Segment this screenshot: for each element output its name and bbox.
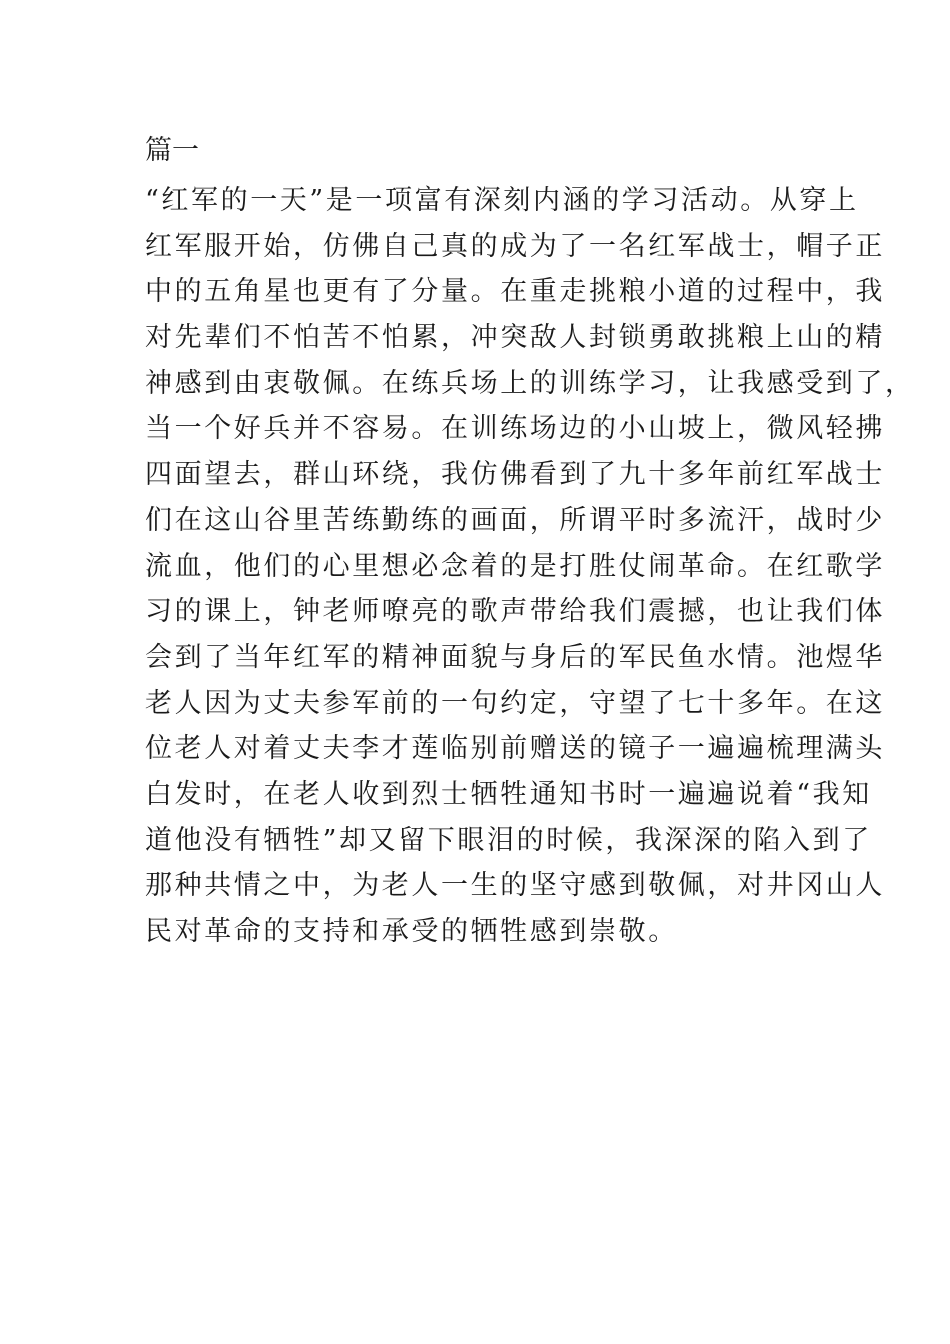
paragraph-line: 神感到由衷敬佩。在练兵场上的训练学习，让我感受到了， xyxy=(145,367,915,399)
paragraph-line: 白发时，在老人收到烈士牺牲通知书时一遍遍说着“我知 xyxy=(145,778,872,810)
body-paragraph xyxy=(145,178,915,955)
paragraph-line: 红军服开始，仿佛自己真的成为了一名红军战士，帽子正 xyxy=(145,230,885,262)
paragraph-line: 道他没有牺牲”却又留下眼泪的时候，我深深的陷入到了 xyxy=(145,824,872,856)
paragraph-line: 中的五角星也更有了分量。在重走挑粮小道的过程中，我 xyxy=(145,276,885,308)
paragraph-line: 位老人对着丈夫李才莲临别前赠送的镜子一遍遍梳理满头 xyxy=(145,733,885,765)
paragraph-line: 当一个好兵并不容易。在训练场边的小山坡上，微风轻拂 xyxy=(145,413,885,445)
paragraph-line: 们在这山谷里苦练勤练的画面，所谓平时多流汗，战时少 xyxy=(145,504,885,536)
paragraph-line: 老人因为丈夫参军前的一句约定，守望了七十多年。在这 xyxy=(145,687,885,719)
paragraph-line: 对先辈们不怕苦不怕累，冲突敌人封锁勇敢挑粮上山的精 xyxy=(145,322,885,354)
paragraph-line: 会到了当年红军的精神面貌与身后的军民鱼水情。池煜华 xyxy=(145,641,885,673)
paragraph-line: 习的课上，钟老师嘹亮的歌声带给我们震撼，也让我们体 xyxy=(145,596,885,628)
section-heading: 篇一 xyxy=(145,135,199,166)
paragraph-line: 那种共情之中，为老人一生的坚守感到敬佩，对井冈山人 xyxy=(145,870,885,902)
paragraph-line: 民对革命的支持和承受的牺牲感到崇敬。 xyxy=(145,916,678,947)
paragraph-line: “红军的一天”是一项富有深刻内涵的学习活动。从穿上 xyxy=(145,185,859,216)
paragraph-line: 流血，他们的心里想必念着的是打胜仗闹革命。在红歌学 xyxy=(145,550,885,582)
paragraph-line: 四面望去，群山环绕，我仿佛看到了九十多年前红军战士 xyxy=(145,459,885,491)
